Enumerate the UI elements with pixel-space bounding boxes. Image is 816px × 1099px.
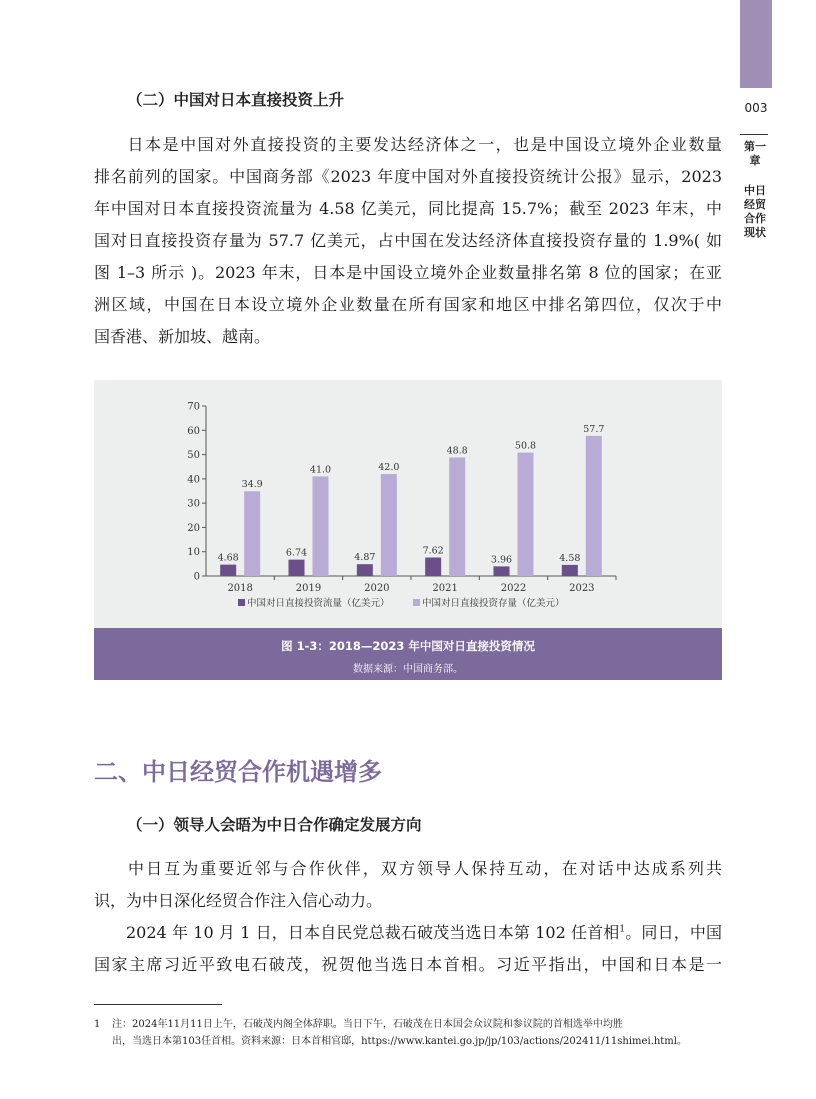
paragraph-investment (94, 129, 722, 353)
page-number: 003 (744, 101, 768, 115)
bar-data-label: 42.0 (378, 462, 400, 473)
paragraph-leaders (94, 853, 722, 917)
paragraph-line: 洲区域，中国在日本设立境外企业数量在所有国家和地区中排名第四位，仅次于中 (94, 295, 722, 314)
figure-caption-box (94, 628, 722, 680)
bar-flow (425, 557, 441, 576)
bar-data-label: 50.8 (514, 440, 537, 452)
y-tick-label: 20 (187, 522, 200, 534)
paragraph-line: 图 1–3 所示 )。2023 年末，日本是中国设立境外企业数量排名第 8 位的国家；在亚 (94, 263, 722, 282)
paragraph-line: 识，为中日深化经贸合作注入信心动力。 (94, 891, 383, 910)
bar-data-label: 34.9 (241, 479, 263, 491)
legend-label-flow: 中国对日直接投资流量（亿美元） (247, 598, 390, 609)
bar-flow (220, 565, 236, 576)
x-tick-label: 2023 (569, 583, 595, 594)
bar-data-label: 4.58 (559, 552, 581, 564)
bar-flow (562, 565, 578, 576)
bar-stock (586, 436, 602, 576)
bar-stock (381, 474, 397, 576)
bar-data-label: 57.7 (583, 423, 605, 435)
x-tick-label: 2021 (432, 583, 458, 594)
y-tick-label: 50 (187, 450, 200, 462)
paragraph-line: 年中国对日本直接投资流量为 4.58 亿美元，同比提高 15.7%；截至 2023 年末，中 (94, 199, 722, 218)
bar-data-label: 41.0 (309, 464, 332, 476)
legend-swatch-stock (413, 599, 420, 606)
figure-1-3 (94, 380, 722, 680)
bar-flow (357, 564, 373, 576)
bar-data-label: 7.62 (422, 545, 444, 557)
y-tick-label: 60 (187, 425, 200, 437)
legend-swatch-flow (238, 599, 245, 606)
footnote-divider (94, 1004, 222, 1005)
bar-flow (289, 560, 305, 576)
y-tick-label: 30 (187, 498, 200, 510)
investment-bar-chart (94, 380, 722, 628)
chapter-title: 中日经贸合作现状 (744, 184, 766, 239)
x-tick-label: 2019 (295, 583, 322, 594)
footnote-marker[interactable]: 1 (619, 924, 626, 935)
paragraph-line: 2024 年 10 月 1 日，日本自民党总裁石破茂当选日本第 102 任首相$^1$。同日，中国 (126, 923, 722, 942)
footnote (94, 1016, 722, 1050)
bar-data-label: 6.74 (285, 547, 308, 559)
x-tick-label: 2022 (500, 583, 527, 594)
paragraph-line: 中日互为重要近邻与合作伙伴，双方领导人保持互动，在对话中达成系列共 (126, 859, 722, 878)
x-tick-label: 2018 (227, 583, 253, 594)
footnote-line: 注：2024年11月11日上午，石破茂内阁全体辞职。当日下午，石破茂在日本国会众议院和参议院的首相选举中均胜 (112, 1019, 623, 1030)
bar-data-label: 4.87 (354, 552, 376, 564)
figure-caption: 图 1-3：2018—2023 年中国对日直接投资情况 (281, 639, 535, 653)
legend-label-stock: 中国对日直接投资存量（亿美元） (422, 598, 565, 609)
section-title: 二、中日经贸合作机遇增多 (94, 758, 382, 786)
bar-stock (313, 476, 329, 576)
bar-data-label: 48.8 (446, 445, 468, 457)
paragraph-line: 国家主席习近平致电石破茂，祝贺他当选日本首相。习近平指出，中国和日本是一 (94, 955, 722, 974)
bar-flow (494, 566, 510, 576)
y-tick-label: 10 (187, 547, 200, 559)
bar-stock (518, 453, 534, 576)
paragraph-ishiba (94, 917, 722, 981)
y-tick-label: 0 (193, 571, 200, 583)
bar-stock (244, 491, 260, 576)
chapter-running-head (744, 140, 766, 240)
x-tick-label: 2020 (364, 583, 390, 594)
paragraph-line: 日本是中国对外直接投资的主要发达经济体之一，也是中国设立境外企业数量 (126, 135, 722, 154)
bar-stock (449, 457, 465, 576)
y-tick-label: 40 (187, 474, 200, 486)
footnote-line: 出，当选日本第103任首相。资料来源：日本首相官邸，https://www.kantei.go.jp/jp/103/actions/202411/11shimei.html。 (112, 1036, 687, 1047)
paragraph-line: 国对日直接投资存量为 57.7 亿美元，占中国在发达经济体直接投资存量的 1.9%( 如 (94, 231, 722, 250)
paragraph-line: 排名前列的国家。中国商务部《2023 年度中国对外直接投资统计公报》显示，2023 (94, 167, 722, 186)
margin-divider (740, 134, 768, 135)
chapter-label: 第一章 (744, 140, 766, 167)
subheading-leaders: （一）领导人会晤为中日合作确定发展方向 (127, 816, 422, 834)
y-tick-label: 70 (187, 401, 200, 413)
bar-data-label: 3.96 (490, 554, 513, 566)
bar-data-label: 4.68 (217, 552, 239, 564)
footnote-number: 1 (94, 1019, 101, 1030)
figure-source: 数据来源：中国商务部。 (353, 664, 463, 675)
paragraph-line: 国香港、新加坡、越南。 (94, 327, 271, 346)
chapter-color-tab (740, 0, 772, 88)
subheading-investment: （二）中国对日本直接投资上升 (127, 91, 345, 109)
